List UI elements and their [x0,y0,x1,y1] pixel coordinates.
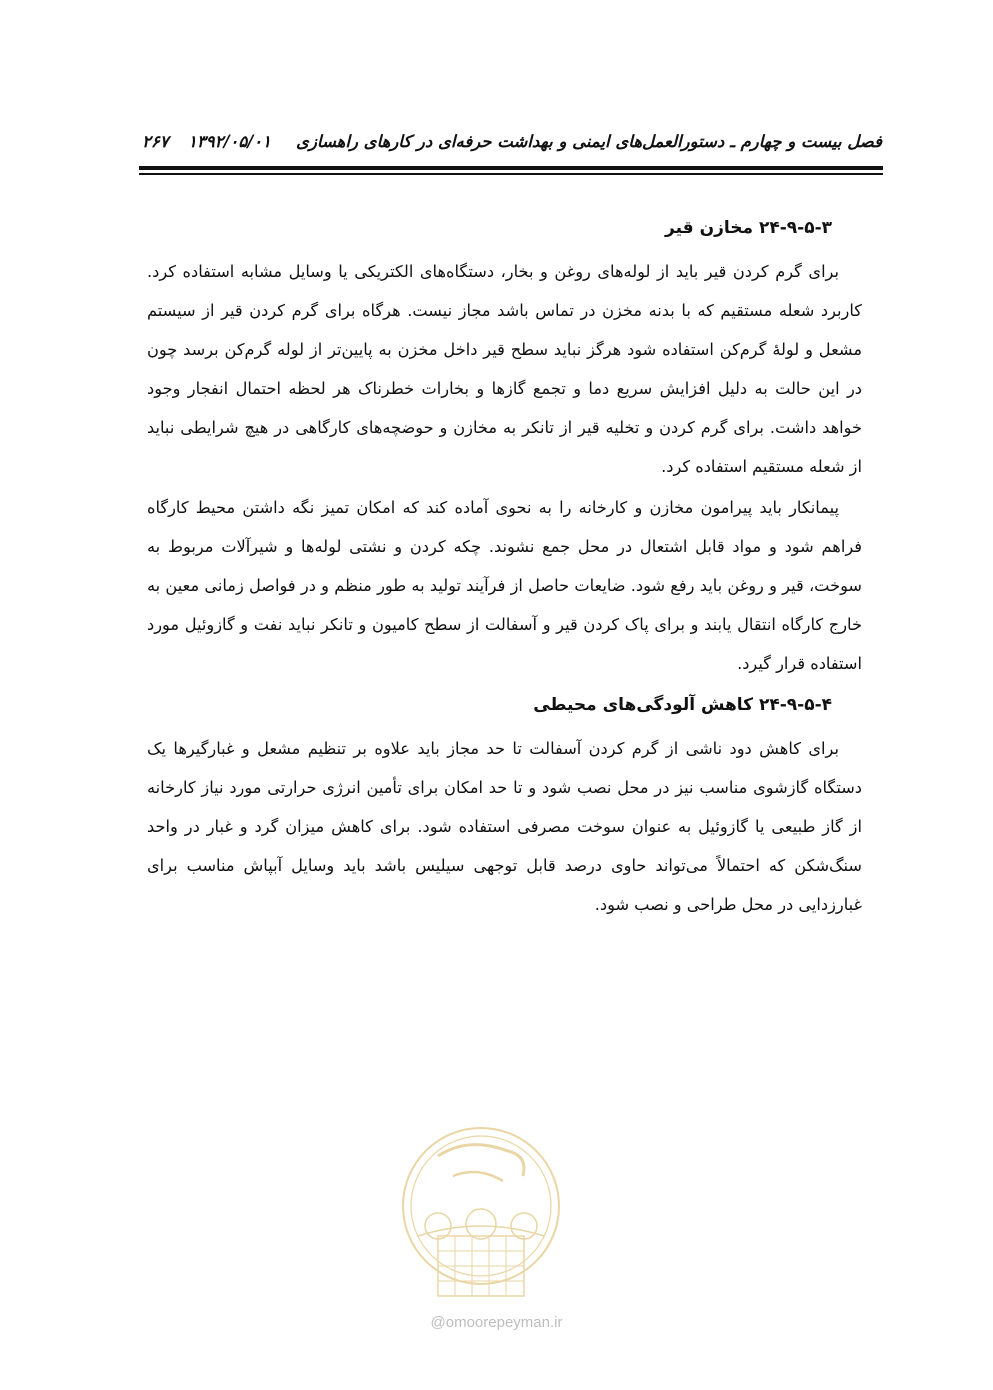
header-rule-thick [139,166,883,170]
section-heading: ۲۴-۹-۵-۴ کاهش آلودگی‌های محیطی [533,695,832,715]
page-number: ۲۶۷ [142,132,169,151]
watermark-url: @omoorepeyman.ir [430,1314,563,1331]
page-header [142,126,882,160]
header-title: فصل بیست و چهارم ـ دستورالعمل‌های ایمنی و بهداشت حرفه‌ای در کارهای راهسازی [296,132,882,151]
header-rule-thin [139,173,883,175]
header-date: ۱۳۹۲/۰۵/۰۱ [188,132,271,151]
body-paragraph: برای گرم کردن قیر باید از لوله‌های روغن و بخار، دستگاه‌های الکتریکی یا وسایل مشابه استفاده کرد. کاربرد شعله مستقیم که با بدنه مخزن در تماس باشد مجاز نیست. هرگاه برای گرم کردن قیر از سیستم مشعل و لولهٔ گرم‌کن استفاده شود هرگز نباید سطح قیر داخل مخزن به پایین‌تر از لوله گرم‌کن برسد چون در این حالت به دلیل افزایش سریع دما و تجمع گازها و بخارات خطرناک هر لحظه احتمال انفجار وجود خواهد داشت. برای گرم کردن و تخلیه قیر از تانکر به مخازن و حوضچه‌های کارگاهی در هیچ شرایطی نباید از شعله مستقیم استفاده کرد. [147,262,862,476]
document-body [147,212,862,926]
watermark-logo-icon [398,1096,564,1322]
body-paragraph: پیمانکار باید پیرامون مخازن و کارخانه را به نحوی آماده کند که امکان تمیز نگه داشتن محیط کارگاه فراهم شود و مواد قابل اشتعال در محل جمع نشوند. چکه کردن و نشتی لوله‌ها و شیرآلات مربوط به سوخت، قیر و روغن باید رفع شود. ضایعات حاصل از فرآیند تولید به طور منظم و در فواصل زمانی معین به خارج کارگاه انتقال یابند و برای پاک کردن قیر و آسفالت از سطح کامیون و تانکر نباید نفت و گازوئیل مورد استفاده قرار گیرد. [147,498,862,673]
body-paragraph: برای کاهش دود ناشی از گرم کردن آسفالت تا حد مجاز باید علاوه بر تنظیم مشعل و غبارگیرها یک دستگاه گازشوی مناسب نیز در محل نصب شود و تا حد امکان برای تأمین انرژی حرارتی مورد نیاز کارخانه از گاز طبیعی یا گازوئیل به عنوان سوخت مصرفی استفاده شود. برای کاهش میزان گرد و غبار در واحد سنگ‌شکن که احتمالاً می‌تواند حاوی درصد قابل توجهی سیلیس باشد باید وسایل آبپاش مناسب برای غبارزدایی در محل طراحی و نصب شود. [147,739,862,914]
section-heading: ۲۴-۹-۵-۳ مخازن قیر [665,218,832,238]
